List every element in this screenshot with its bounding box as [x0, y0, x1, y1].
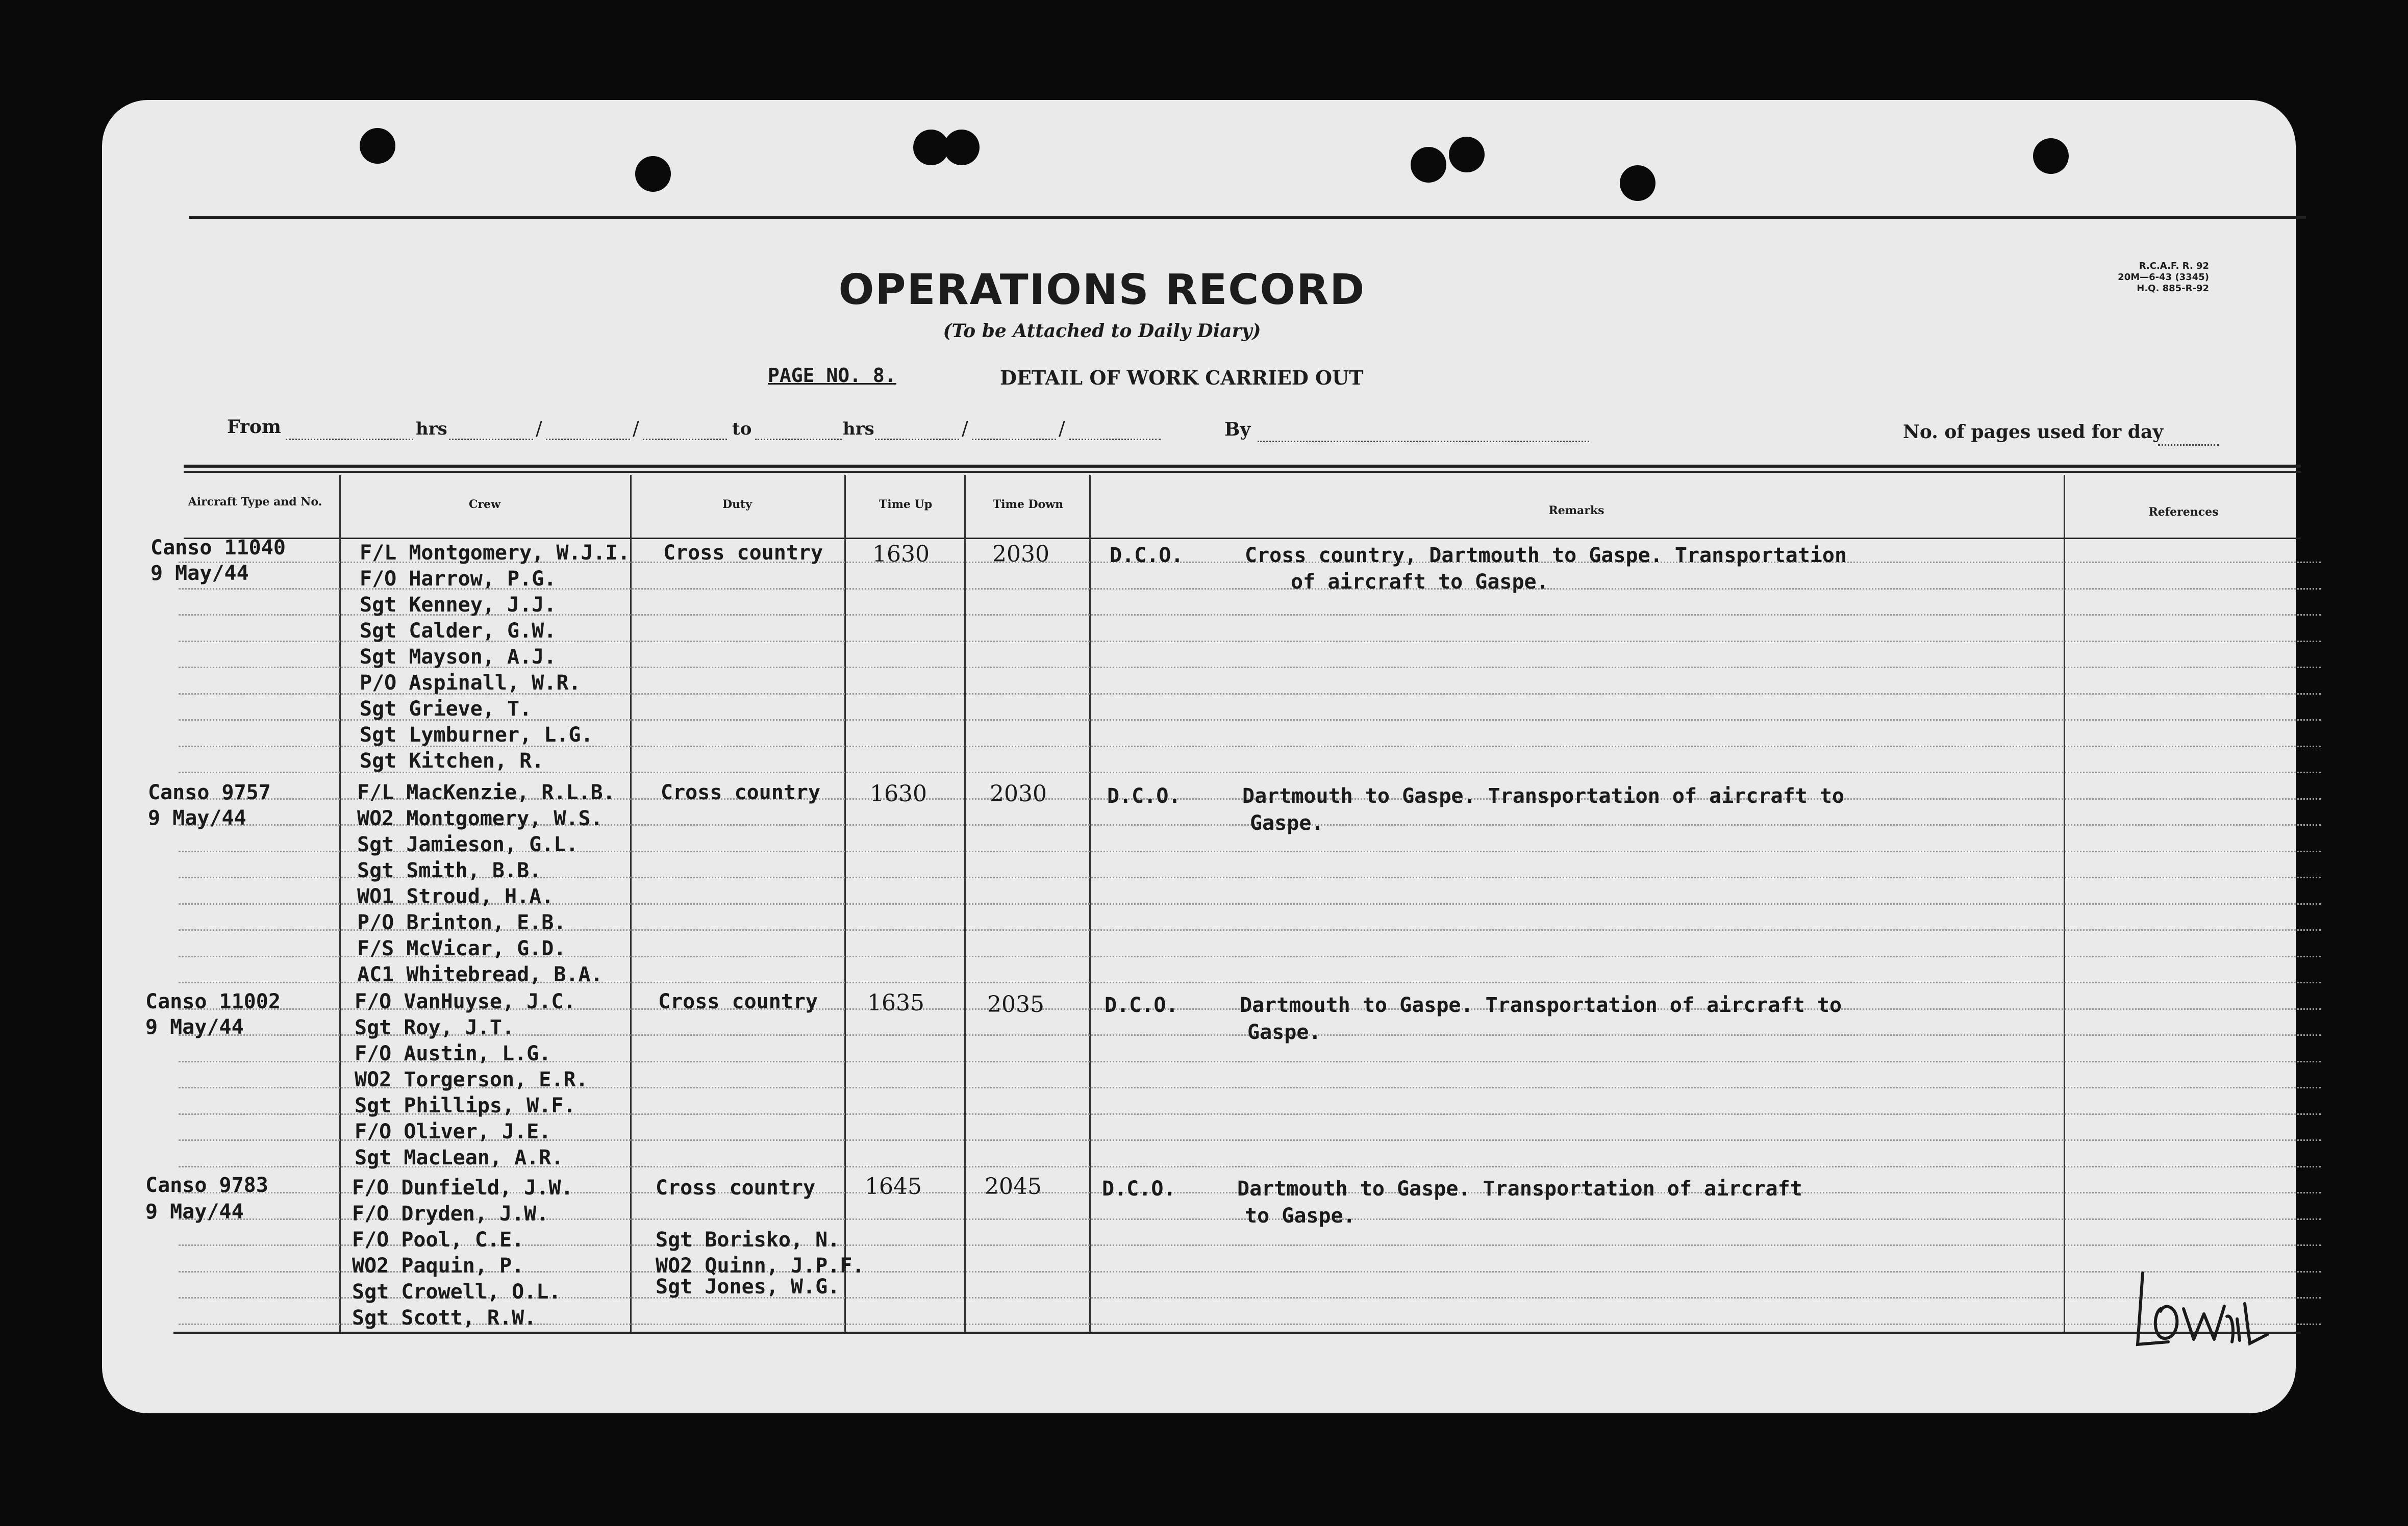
crew-member: F/L Montgomery, W.J.I.: [360, 541, 630, 565]
form-number-line: H.Q. 885-R-92: [2137, 283, 2209, 294]
punch-hole: [635, 156, 671, 192]
by-dots: [1258, 441, 1589, 442]
punch-hole: [2033, 138, 2069, 174]
crew-member: Sgt Grieve, T.: [360, 697, 532, 721]
crew-member: WO2 Paquin, P.: [352, 1254, 524, 1278]
hrs-label: hrs: [843, 419, 874, 439]
page-title: OPERATIONS RECORD: [838, 266, 1366, 314]
crew-member: F/O Pool, C.E.: [352, 1228, 524, 1252]
col-references: References: [2148, 505, 2219, 519]
from-dots: [286, 439, 413, 440]
page-subtitle: (To be Attached to Daily Diary): [943, 320, 1261, 342]
aircraft-type: Canso 9757: [148, 781, 271, 804]
crew-member: F/O Oliver, J.E.: [355, 1120, 551, 1143]
duty: Cross country: [661, 781, 821, 804]
punch-hole: [944, 130, 980, 165]
crew-member: F/O VanHuyse, J.C.: [355, 990, 576, 1013]
crew-member: F/L MacKenzie, R.L.B.: [357, 781, 615, 804]
crew-member: Sgt Smith, B.B.: [357, 859, 542, 882]
crew-member: Sgt Kitchen, R.: [360, 749, 544, 773]
pages-label: No. of pages used for day: [1903, 421, 2164, 443]
to-label: to: [732, 419, 752, 439]
by-label: By: [1224, 419, 1251, 440]
punch-hole: [1449, 137, 1485, 172]
crew-member: F/S McVicar, G.D.: [357, 937, 566, 960]
table-bottom-rule: [173, 1332, 2301, 1334]
remarks-line: of aircraft to Gaspe.: [1291, 570, 1549, 594]
crew-member: WO2 Torgerson, E.R.: [355, 1068, 588, 1091]
duty: Cross country: [658, 990, 818, 1013]
crew-member: Sgt Phillips, W.F.: [355, 1094, 576, 1117]
date-dots: [875, 439, 959, 440]
crew-member: Sgt Crowell, O.L.: [352, 1280, 561, 1304]
flight-date: 9 May/44: [145, 1015, 244, 1039]
col-remarks: Remarks: [1548, 504, 1604, 517]
top-rule: [189, 216, 2306, 219]
time-down: 2045: [985, 1174, 1042, 1200]
hrs-label: hrs: [416, 419, 447, 439]
slash: /: [1059, 417, 1065, 440]
crew-member: F/O Dryden, J.W.: [352, 1202, 549, 1226]
remarks-line: to Gaspe.: [1245, 1204, 1356, 1228]
flight-date: 9 May/44: [150, 562, 249, 585]
punch-hole: [360, 128, 395, 164]
time-down: 2035: [987, 991, 1044, 1018]
crew-member: P/O Aspinall, W.R.: [360, 671, 581, 695]
aircraft-type: Canso 11040: [150, 536, 286, 559]
punch-hole: [1620, 165, 1655, 201]
duty-crew-member: Sgt Borisko, N.: [656, 1228, 840, 1252]
form-number: [2118, 261, 2209, 294]
crew-member: Sgt Mayson, A.J.: [360, 645, 557, 669]
time-up: 1630: [870, 781, 927, 807]
date-dots: [1069, 439, 1161, 440]
duty: Cross country: [656, 1176, 816, 1200]
crew-member: Sgt Kenney, J.J.: [360, 593, 557, 617]
date-dots: [643, 439, 727, 440]
flight-date: 9 May/44: [148, 806, 246, 830]
date-dots: [972, 439, 1056, 440]
aircraft-type: Canso 11002: [145, 990, 281, 1013]
crew-member: F/O Harrow, P.G.: [360, 567, 557, 591]
table-header-rule: [184, 538, 2301, 539]
table-top-rule-2: [184, 471, 2301, 473]
remarks-line: Dartmouth to Gaspe. Transportation of aircraft to: [1240, 994, 1842, 1017]
crew-member: F/O Dunfield, J.W.: [352, 1176, 573, 1200]
operations-record-card: [102, 100, 2296, 1413]
flight-date: 9 May/44: [145, 1200, 244, 1224]
detail-label: DETAIL OF WORK CARRIED OUT: [1000, 366, 1364, 389]
aircraft-type: Canso 9783: [145, 1174, 268, 1197]
crew-member: Sgt MacLean, A.R.: [355, 1146, 564, 1169]
date-dots: [546, 439, 630, 440]
crew-member: WO1 Stroud, H.A.: [357, 885, 554, 908]
crew-member: Sgt Lymburner, L.G.: [360, 723, 593, 747]
duty-code: D.C.O.: [1110, 544, 1184, 567]
remarks-line: Gaspe.: [1247, 1021, 1321, 1044]
crew-member: Sgt Roy, J.T.: [355, 1016, 515, 1039]
from-label: From: [227, 416, 281, 438]
slash: /: [536, 417, 542, 440]
crew-member: WO2 Montgomery, W.S.: [357, 807, 603, 830]
remarks-line: Gaspe.: [1250, 811, 1324, 835]
remarks-line: Dartmouth to Gaspe. Transportation of aircraft to: [1242, 784, 1845, 808]
time-up: 1645: [865, 1174, 922, 1200]
remarks-line: Dartmouth to Gaspe. Transportation of aircraft: [1237, 1177, 1802, 1201]
duty-code: D.C.O.: [1105, 994, 1178, 1017]
col-aircraft: Aircraft Type and No.: [188, 495, 322, 508]
to-dots: [755, 439, 842, 440]
col-crew: Crew: [468, 498, 501, 511]
crew-member: P/O Brinton, E.B.: [357, 911, 566, 934]
duty-crew-member: Sgt Jones, W.G.: [656, 1275, 840, 1299]
col-duty: Duty: [722, 498, 752, 511]
crew-member: AC1 Whitebread, B.A.: [357, 963, 603, 986]
crew-member: Sgt Calder, G.W.: [360, 619, 557, 643]
duty-code: D.C.O.: [1102, 1177, 1176, 1201]
form-number-line: 20M—6-43 (3345): [2118, 272, 2209, 283]
duty-code: D.C.O.: [1107, 784, 1181, 808]
duty: Cross country: [663, 541, 823, 565]
punch-hole: [1411, 147, 1446, 183]
crew-member: Sgt Scott, R.W.: [352, 1306, 537, 1330]
slash: /: [962, 417, 968, 440]
duty-crew-member: WO2 Quinn, J.P.F.: [656, 1254, 865, 1278]
remarks-line: Cross country, Dartmouth to Gaspe. Transportation: [1245, 544, 1847, 567]
form-number-line: R.C.A.F. R. 92: [2139, 261, 2209, 271]
time-down: 2030: [990, 781, 1047, 807]
crew-member: Sgt Jamieson, G.L.: [357, 833, 579, 856]
handwritten-initials: [2122, 1253, 2275, 1355]
col-time-down: Time Down: [992, 498, 1064, 511]
page-number-label: PAGE NO. 8.: [768, 364, 896, 387]
col-time-up: Time Up: [879, 498, 933, 511]
time-up: 1630: [872, 541, 930, 567]
pages-dots: [2158, 444, 2219, 446]
time-down: 2030: [992, 541, 1049, 567]
slash: /: [633, 417, 639, 440]
table-top-rule: [184, 465, 2301, 468]
time-up: 1635: [867, 990, 924, 1016]
crew-member: F/O Austin, L.G.: [355, 1042, 551, 1065]
date-dots: [449, 439, 533, 440]
